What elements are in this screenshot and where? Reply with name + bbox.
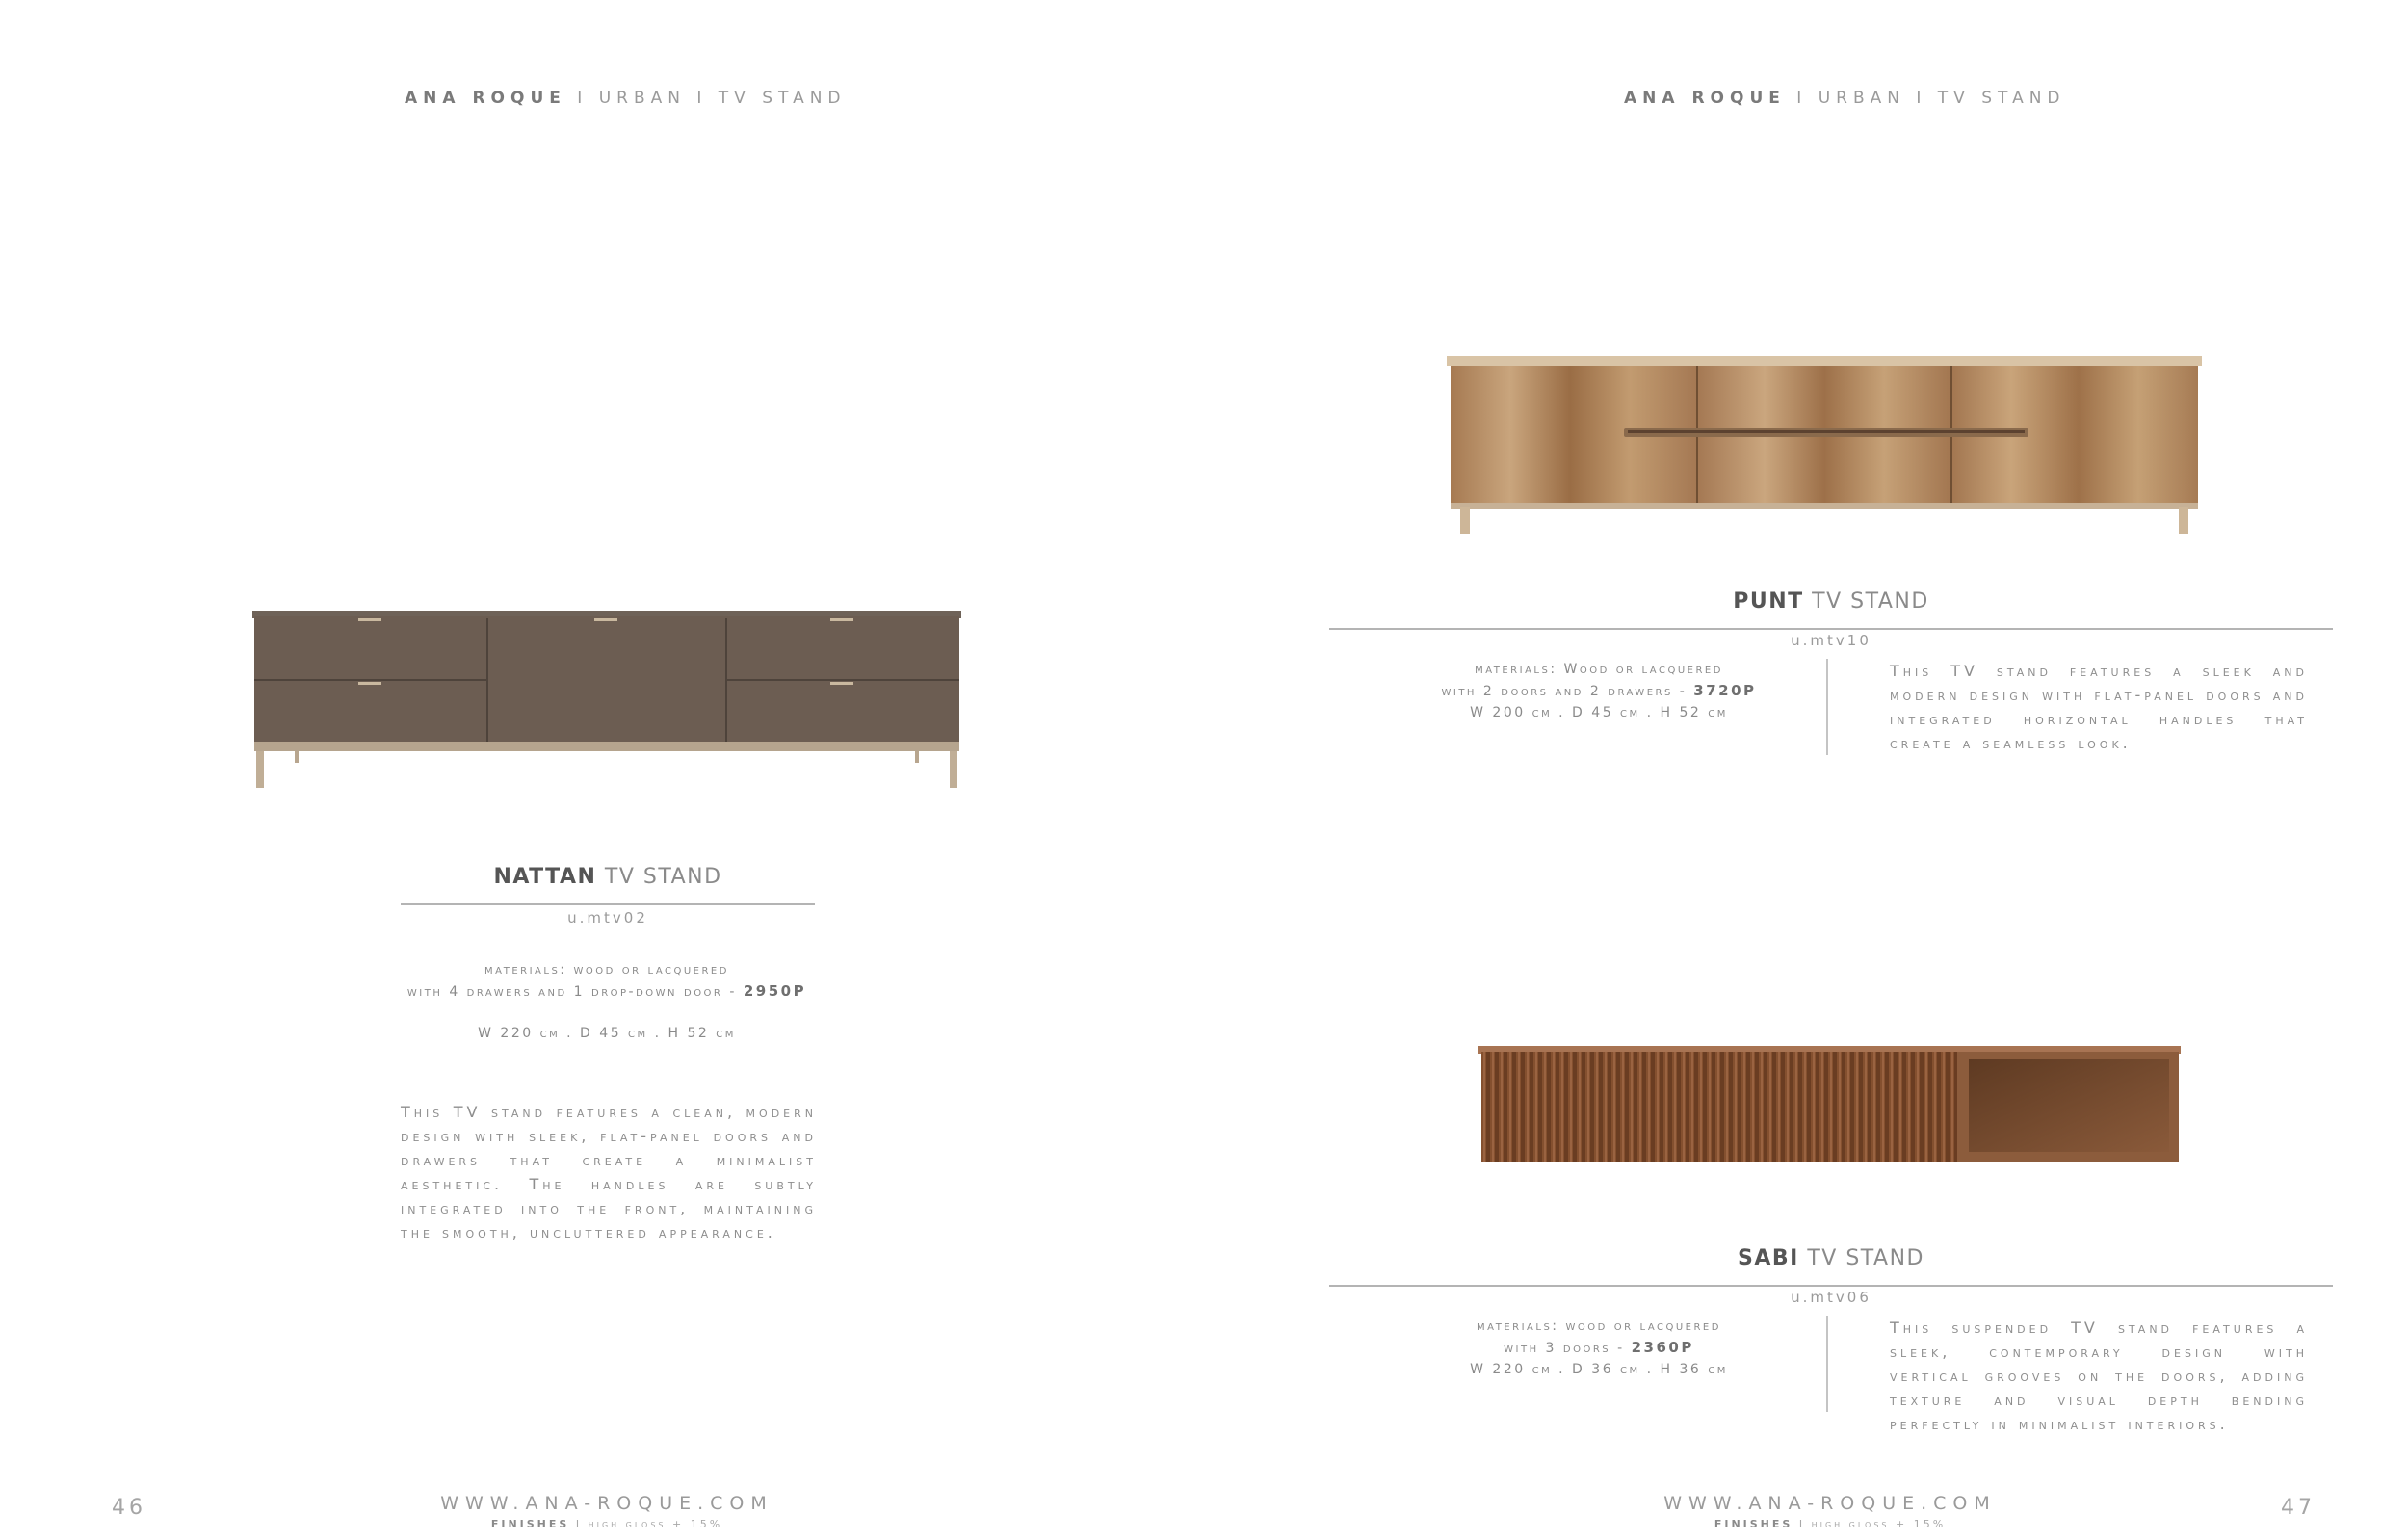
nattan-dimensions: W 220 cm . D 45 cm . H 52 cm xyxy=(478,1026,736,1041)
price: 2360P xyxy=(1631,1339,1694,1356)
header-separator: I xyxy=(1796,89,1808,108)
page-number-right: 47 xyxy=(2281,1496,2316,1520)
nattan-materials xyxy=(347,959,867,1003)
product-name: NATTAN xyxy=(493,865,597,889)
punt-tv-stand-image xyxy=(1447,352,2202,535)
website-link[interactable]: WWW.ANA-ROQUE.COM xyxy=(1663,1493,1997,1514)
product-type: TV STAND xyxy=(604,865,722,889)
finishes-label: FINISHES xyxy=(490,1518,570,1530)
punt-column-divider xyxy=(1826,659,1828,755)
punt-title xyxy=(1329,589,2333,613)
punt-code: u.mtv10 xyxy=(1791,632,1871,649)
sabi-title xyxy=(1329,1246,2333,1270)
header-separator: I xyxy=(696,89,708,108)
header-category: TV STAND xyxy=(1937,89,2066,108)
materials-line-1: materials: Wood or lacquered xyxy=(1475,662,1723,677)
header-collection: URBAN xyxy=(598,89,686,108)
page-number-left: 46 xyxy=(112,1496,146,1520)
materials-line-2: with 2 doors and 2 drawers - xyxy=(1441,684,1694,699)
website-link[interactable]: WWW.ANA-ROQUE.COM xyxy=(440,1493,773,1514)
materials-line-1: materials: wood or lacquered xyxy=(1477,1318,1721,1334)
header-separator: I xyxy=(577,89,589,108)
sabi-title-rule xyxy=(1329,1285,2333,1287)
sabi-materials xyxy=(1358,1316,1840,1380)
header-collection: URBAN xyxy=(1818,89,1905,108)
price: 2950P xyxy=(743,982,807,1000)
punt-description: This TV stand features a sleek and modern design with flat-panel doors and integrated horizontal handles that create a seamless look. xyxy=(1890,662,2308,752)
finishes-value: high gloss + 15% xyxy=(588,1518,723,1530)
right-footer xyxy=(1637,1493,2023,1530)
brand-name: ANA ROQUE xyxy=(1624,89,1786,108)
nattan-title xyxy=(401,865,815,889)
product-type: TV STAND xyxy=(1812,589,1929,613)
product-name: PUNT xyxy=(1733,589,1804,613)
left-page-header xyxy=(405,89,847,108)
materials-line-2: with 4 drawers and 1 drop-down door - xyxy=(406,984,744,1000)
price: 3720P xyxy=(1693,682,1757,699)
nattan-description: This TV stand features a clean, modern design with sleek, flat-panel doors and drawers that create a minimalist aesthetic. The handles are subtly integrated into the front, maintaining the smooth, uncluttered appearance. xyxy=(401,1103,817,1241)
sabi-column-divider xyxy=(1826,1316,1828,1412)
nattan-tv-stand-image xyxy=(252,611,961,789)
header-category: TV STAND xyxy=(718,89,847,108)
finishes-separator: I xyxy=(1798,1518,1806,1530)
nattan-code: u.mtv02 xyxy=(567,909,648,927)
product-name: SABI xyxy=(1738,1246,1799,1270)
product-type: TV STAND xyxy=(1807,1246,1924,1270)
punt-title-rule xyxy=(1329,628,2333,630)
sabi-tv-stand-image xyxy=(1478,1042,2181,1165)
dimensions: W 220 cm . D 36 cm . H 36 cm xyxy=(1470,1362,1728,1377)
materials-line-2: with 3 doors - xyxy=(1504,1341,1632,1356)
finishes-value: high gloss + 15% xyxy=(1811,1518,1947,1530)
finishes-label: FINISHES xyxy=(1714,1518,1793,1530)
finishes-separator: I xyxy=(575,1518,583,1530)
materials-line-1: materials: wood or lacquered xyxy=(484,962,729,978)
sabi-description: This suspended TV stand features a sleek, contemporary design with vertical grooves on the doors, adding texture and visual depth bending perfectly in minimalist interiors. xyxy=(1890,1318,2308,1433)
punt-materials xyxy=(1358,659,1840,723)
sabi-code: u.mtv06 xyxy=(1791,1289,1871,1306)
right-page-header xyxy=(1624,89,2066,108)
brand-name: ANA ROQUE xyxy=(405,89,566,108)
left-footer xyxy=(414,1493,799,1530)
dimensions: W 200 cm . D 45 cm . H 52 cm xyxy=(1470,705,1728,720)
nattan-title-rule xyxy=(401,903,815,905)
header-separator: I xyxy=(1916,89,1927,108)
